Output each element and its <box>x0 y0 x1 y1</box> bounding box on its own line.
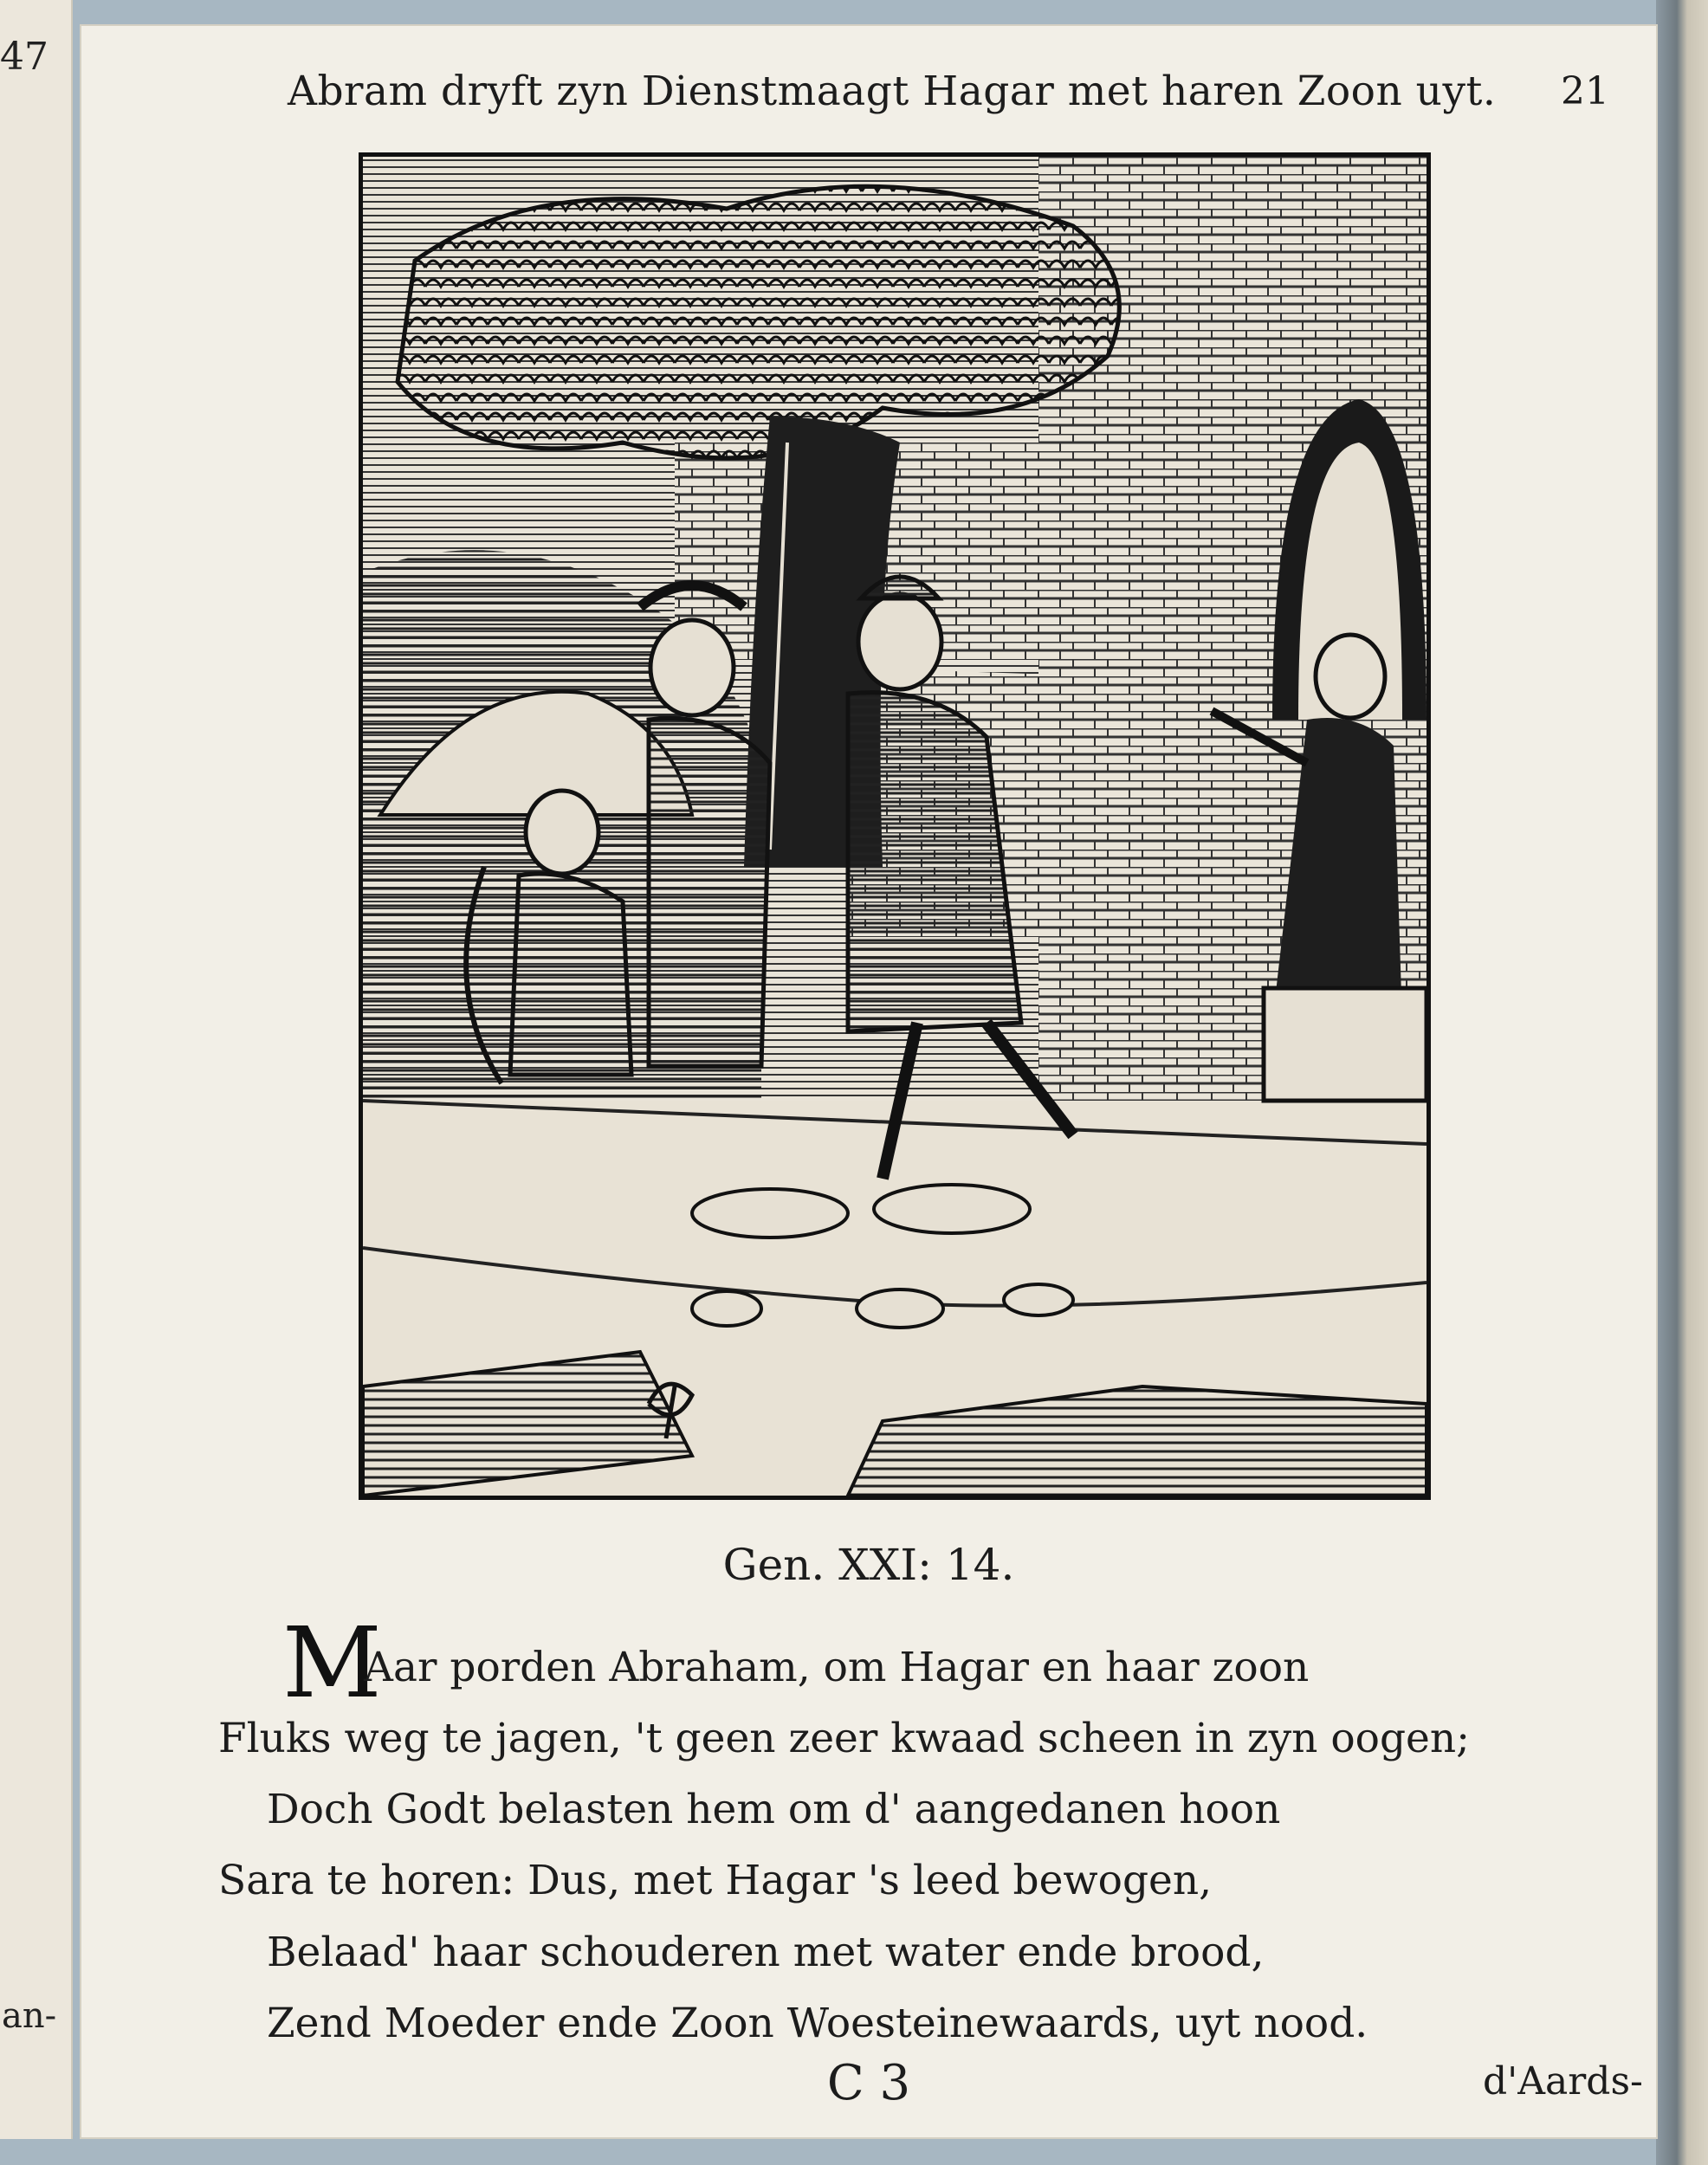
previous-page-fragment: an- <box>2 1996 57 2036</box>
previous-page-edge <box>0 0 73 2139</box>
catchword: d'Aards- <box>1483 2059 1643 2104</box>
page-number: 21 <box>1561 69 1609 113</box>
verse-line: Fluks weg te jagen, 't geen zeer kwaad scheen in zyn oogen; <box>218 1715 1470 1762</box>
verse-line: Sara te horen: Dus, met Hagar 's leed bewogen, <box>218 1857 1213 1904</box>
drop-cap: M <box>282 1607 382 1720</box>
verse-line: Doch Godt belasten hem om d' aangedanen hoon <box>267 1786 1281 1833</box>
verse-line: Aar porden Abraham, om Hagar en haar zoon <box>364 1644 1310 1691</box>
previous-page-number: 47 <box>0 35 49 79</box>
woodcut-illustration <box>359 152 1431 1500</box>
verse-line: Zend Moeder ende Zoon Woesteinewaards, uyt nood. <box>267 2000 1368 2047</box>
book-page <box>80 24 1658 2139</box>
signature-mark: C 3 <box>826 2055 911 2111</box>
woodcut-image <box>363 157 1427 1496</box>
verse-line: Belaad' haar schouderen met water ende brood, <box>267 1929 1265 1976</box>
scripture-reference: Gen. XXI: 14. <box>722 1540 1015 1590</box>
page-title: Abram dryft zyn Dienstmaagt Hagar met haren Zoon uyt. <box>288 68 1497 115</box>
